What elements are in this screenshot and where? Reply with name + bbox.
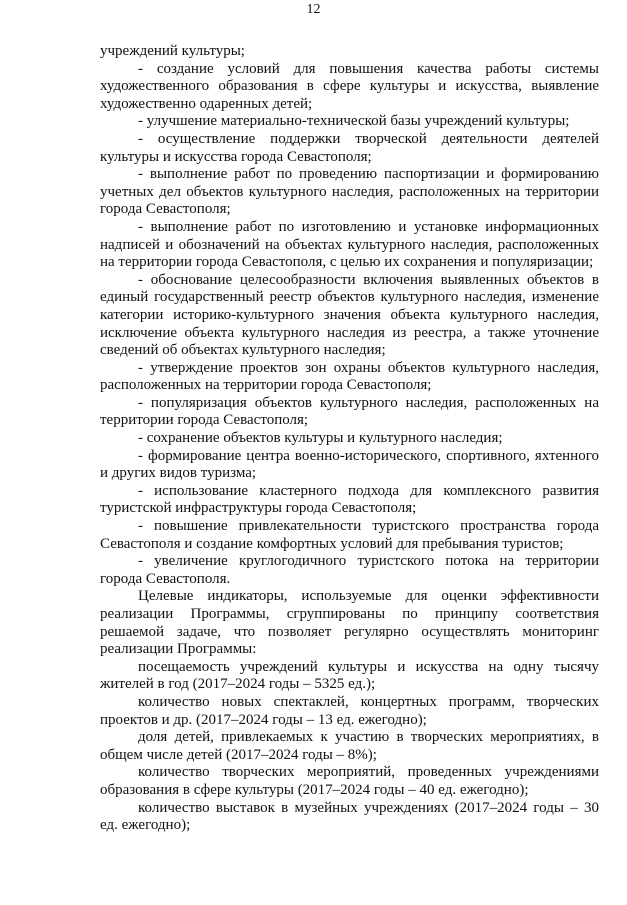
- list-item: - обоснование целесообразности включения выявленных объектов в единый государственный реестр объектов культурного наследия, изменение категории историко-культурного значения объекта культурного наследия, исключение объекта культурного наследия из реестра, а также уточнение сведений об объектах культурного наследия;: [100, 271, 599, 359]
- list-item: - увеличение круглогодичного туристского потока на территории города Севастополя.: [100, 553, 599, 587]
- indicator-item: количество творческих мероприятий, проведенных учреждениями образования в сфере культуры (2017–2024 годы – 40 ед. ежегодно);: [100, 764, 599, 798]
- list-item: - осуществление поддержки творческой деятельности деятелей культуры и искусства города Севастополя;: [100, 130, 599, 165]
- indicator-item: посещаемость учреждений культуры и искусства на одну тысячу жителей в год (2017–2024 годы – 5325 ед.);: [100, 658, 599, 693]
- page-number: 12: [306, 2, 321, 17]
- list-item: - использование кластерного подхода для комплексного развития туристской инфраструктуры города Севастополя;: [100, 482, 599, 517]
- indicator-item: количество выставок в музейных учреждениях (2017–2024 годы – 30 ед. ежегодно);: [100, 799, 599, 834]
- indicator-item: количество новых спектаклей, концертных программ, творческих проектов и др. (2017–2024 годы – 13 ед. ежегодно);: [100, 693, 599, 728]
- list-item: - повышение привлекательности туристского пространства города Севастополя и создание комфортных условий для пребывания туристов;: [100, 518, 599, 552]
- indicator-item: доля детей, привлекаемых к участию в творческих мероприятиях, в общем числе детей (2017–2024 годы – 8%);: [100, 729, 599, 763]
- list-item: - выполнение работ по проведению паспортизации и формированию учетных дел объектов культурного наследия, расположенных на территории города Севастополя;: [100, 166, 599, 218]
- paragraph: Целевые индикаторы, используемые для оценки эффективности реализации Программы, сгруппированы по принципу соответствия решаемой задаче, что позволяет регулярно осуществлять мониторинг реализации Программы:: [100, 588, 599, 658]
- list-item: - создание условий для повышения качества работы системы художественного образования в сфере культуры и искусства, выявление художественно одаренных детей;: [100, 60, 599, 112]
- list-item: - выполнение работ по изготовлению и установке информационных надписей и обозначений на объектах культурного наследия, расположенных на территории города Севастополя, с целью их сохранения и популяризации;: [100, 218, 599, 271]
- list-item: - сохранение объектов культуры и культурного наследия;: [138, 430, 503, 447]
- paragraph: учреждений культуры;: [100, 43, 245, 59]
- list-item: - утверждение проектов зон охраны объектов культурного наследия, расположенных на территории города Севастополя;: [100, 359, 599, 394]
- document-body: [100, 43, 599, 835]
- list-item: - улучшение материально-технической базы учреждений культуры;: [138, 113, 570, 130]
- list-item: - формирование центра военно-исторического, спортивного, яхтенного и других видов туризма;: [100, 447, 599, 482]
- list-item: - популяризация объектов культурного наследия, расположенных на территории города Севастополя;: [100, 394, 599, 429]
